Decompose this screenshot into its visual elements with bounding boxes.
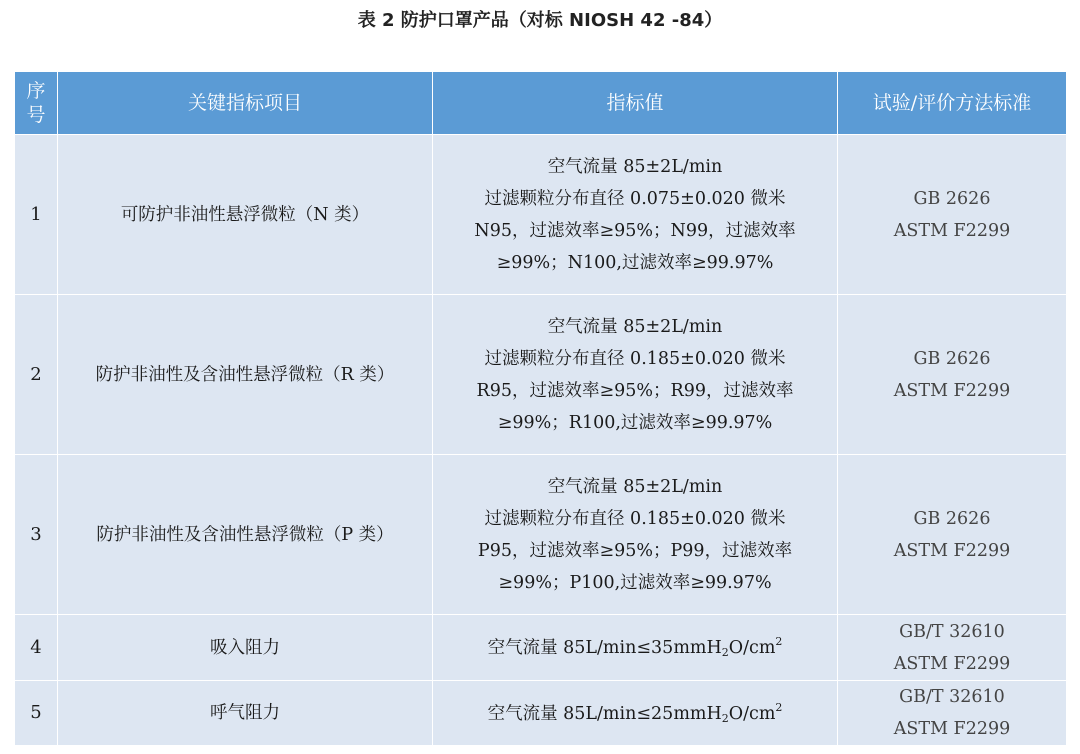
header-index-char-1: 序 <box>26 80 46 102</box>
method-line: ASTM F2299 <box>893 380 1011 401</box>
method-line: GB/T 32610 <box>899 621 1005 642</box>
row-value <box>433 615 838 681</box>
row-value <box>433 455 838 615</box>
table-row <box>15 455 1067 615</box>
row-value <box>433 295 838 455</box>
row-index: 3 <box>15 455 58 615</box>
value-line: 空气流量 85±2L/min <box>547 156 723 177</box>
row-value <box>433 135 838 295</box>
row-index: 5 <box>15 681 58 746</box>
header-value: 指标值 <box>433 72 838 135</box>
table-row <box>15 135 1067 295</box>
row-method <box>838 295 1067 455</box>
row-item: 可防护非油性悬浮微粒（N 类） <box>58 135 433 295</box>
row-value <box>433 681 838 746</box>
value-line: 过滤颗粒分布直径 0.185±0.020 微米 <box>484 348 786 369</box>
table-row <box>15 615 1067 681</box>
value-unit: O/cm <box>728 638 776 658</box>
value-line: ≥99%；N100,过滤效率≥99.97% <box>496 252 774 273</box>
header-row <box>15 72 1067 135</box>
value-subscript: 2 <box>721 711 729 725</box>
row-item-text: 防护非油性及含油性悬浮微粒（R 类） <box>95 364 395 385</box>
value-line: N95，过滤效率≥95%；N99，过滤效率 <box>474 220 796 241</box>
header-method: 试验/评价方法标准 <box>838 72 1067 135</box>
value-line: ≥99%；P100,过滤效率≥99.97% <box>498 572 772 593</box>
row-item-text: 防护非油性及含油性悬浮微粒（P 类） <box>96 524 394 545</box>
header-index <box>15 72 58 135</box>
method-line: ASTM F2299 <box>893 653 1011 674</box>
value-prefix: 空气流量 85L/min≤35mmH <box>487 638 722 658</box>
row-item: 呼气阻力 <box>58 681 433 746</box>
method-line: ASTM F2299 <box>893 540 1011 561</box>
value-unit: O/cm <box>728 703 776 724</box>
method-line: GB 2626 <box>913 188 991 209</box>
method-line: GB/T 32610 <box>899 687 1005 707</box>
value-line: 过滤颗粒分布直径 0.185±0.020 微米 <box>484 508 786 529</box>
row-index: 1 <box>15 135 58 295</box>
value-prefix: 空气流量 85L/min≤25mmH <box>487 703 722 724</box>
value-formula <box>437 692 833 735</box>
header-item: 关键指标项目 <box>58 72 433 135</box>
spec-table <box>14 71 1067 746</box>
row-index: 4 <box>15 615 58 681</box>
method-line: ASTM F2299 <box>893 220 1011 241</box>
row-item <box>58 455 433 615</box>
row-method <box>838 615 1067 681</box>
table-caption: 表 2 防护口罩产品（对标 NIOSH 42 -84） <box>357 10 723 31</box>
value-superscript: 2 <box>775 635 783 648</box>
value-line: R95，过滤效率≥95%；R99，过滤效率 <box>476 380 794 401</box>
header-index-char-2: 号 <box>26 104 46 126</box>
row-method <box>838 135 1067 295</box>
row-index: 2 <box>15 295 58 455</box>
row-method <box>838 455 1067 615</box>
table-row <box>15 295 1067 455</box>
method-line: ASTM F2299 <box>893 719 1011 739</box>
value-line: P95，过滤效率≥95%；P99，过滤效率 <box>477 540 793 561</box>
row-item <box>58 295 433 455</box>
value-line: 过滤颗粒分布直径 0.075±0.020 微米 <box>484 188 786 209</box>
row-item: 吸入阻力 <box>58 615 433 681</box>
value-superscript: 2 <box>775 700 783 714</box>
value-line: 空气流量 85±2L/min <box>547 476 723 497</box>
table-row <box>15 681 1067 746</box>
method-line: GB 2626 <box>913 508 991 529</box>
value-subscript: 2 <box>721 646 729 659</box>
value-line: ≥99%；R100,过滤效率≥99.97% <box>497 412 773 433</box>
value-formula <box>437 626 833 669</box>
method-line: GB 2626 <box>913 348 991 369</box>
row-method <box>838 681 1067 746</box>
value-line: 空气流量 85±2L/min <box>547 316 723 337</box>
